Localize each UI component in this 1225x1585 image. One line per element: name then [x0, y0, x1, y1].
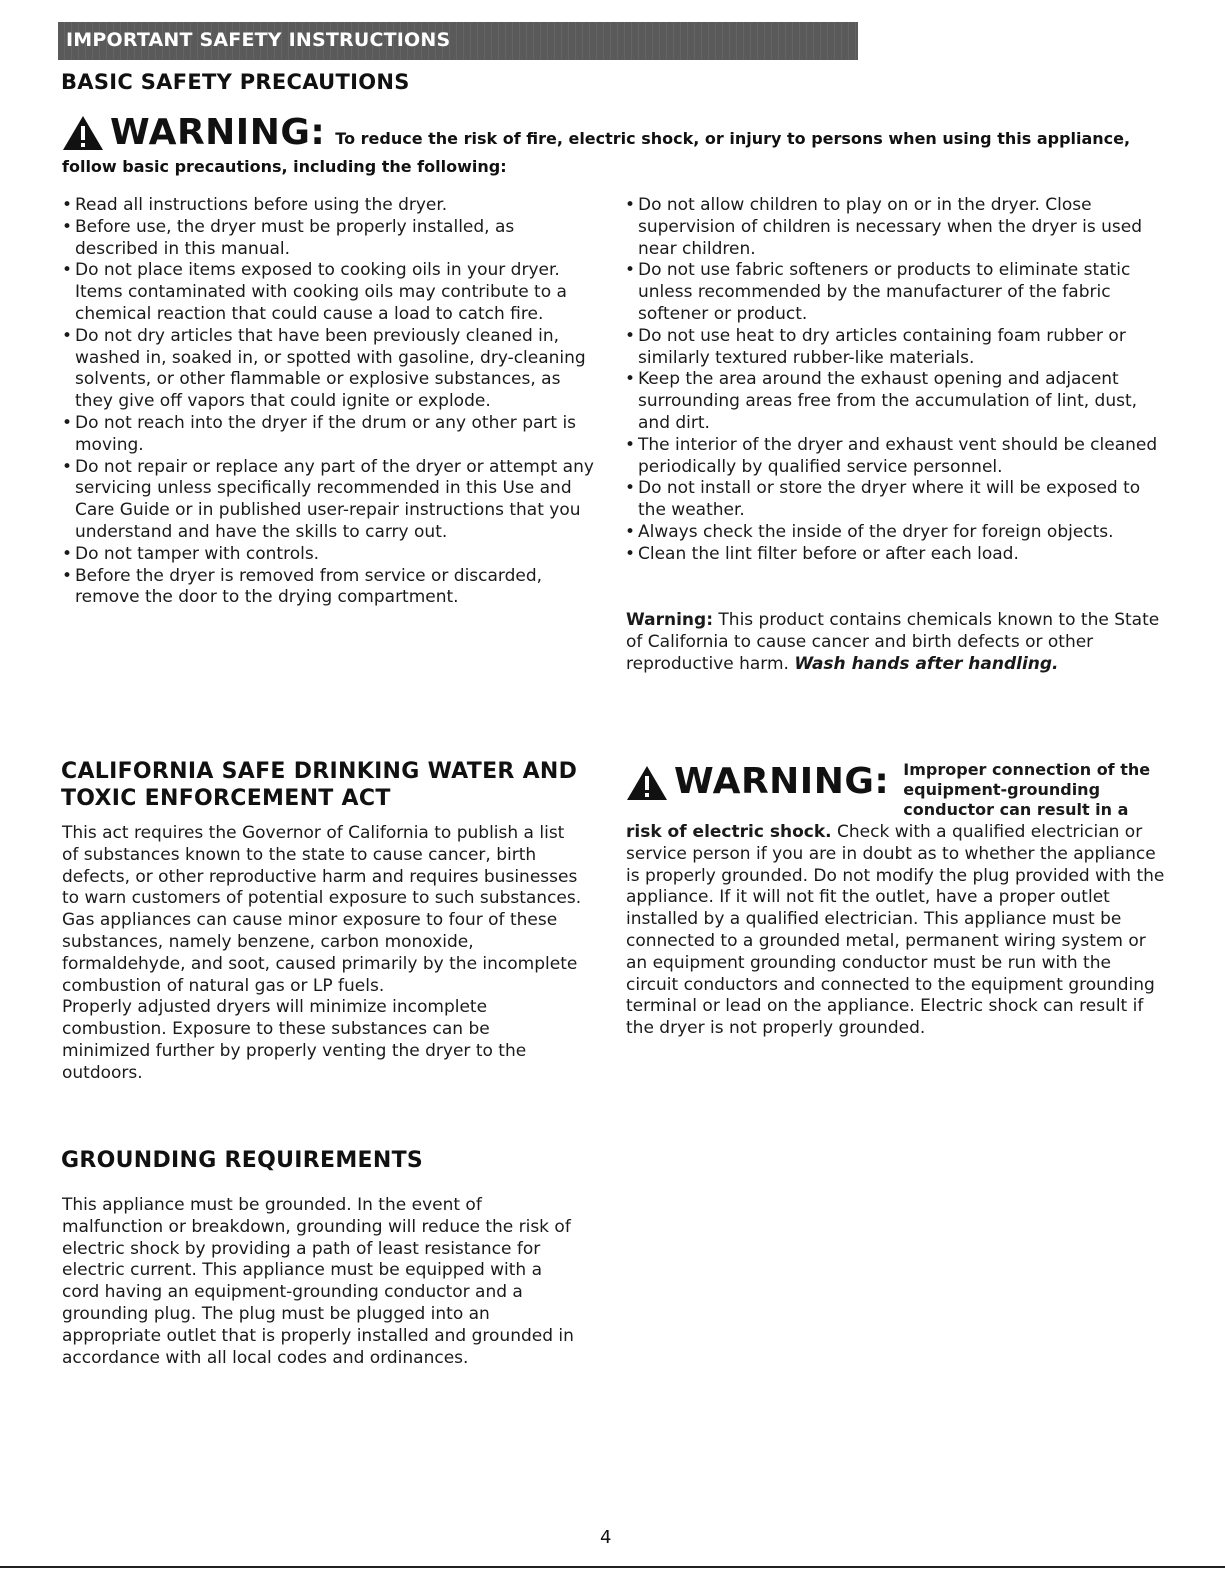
warning-word: WARNING: — [674, 761, 890, 802]
grounding-warning-body — [626, 822, 1166, 1040]
warning-triangle-icon — [626, 765, 668, 801]
page-number: 4 — [600, 1527, 612, 1548]
warning-lead-continued: follow basic precautions, including the following: — [62, 157, 507, 176]
list-item: • Always check the inside of the dryer for foreign objects. — [625, 522, 1170, 544]
grounding-paragraph: This appliance must be grounded. In the event of malfunction or breakdown, grounding will reduce the risk of electric shock by providing a path of least resistance for electric current. This appliance must be equipped with a cord having an equipment-grounding conductor and a grounding plug. The plug must be plugged into an appropriate outlet that is properly installed and grounded in accordance with all local codes and ordinances. — [62, 1195, 574, 1368]
prop65-label: Warning: — [626, 610, 714, 630]
left-precautions-list — [62, 195, 597, 609]
list-item: • Do not repair or replace any part of the dryer or attempt any servicing unless specifically recommended in this Use and Care Guide or in published user-repair instructions that you understand and have the skills to carry out. — [62, 457, 597, 544]
list-item: • Clean the lint filter before or after each load. — [625, 544, 1170, 566]
grounding-heading: GROUNDING REQUIREMENTS — [61, 1148, 424, 1173]
list-item: • Do not use heat to dry articles containing foam rubber or similarly textured rubber-like materials. — [625, 326, 1170, 370]
california-body — [62, 823, 582, 1085]
california-heading-line2: TOXIC ENFORCEMENT ACT — [61, 786, 391, 811]
warning-lead: To reduce the risk of fire, electric shock, or injury to persons when using this appliance, — [335, 129, 1131, 148]
banner-title: IMPORTANT SAFETY INSTRUCTIONS — [66, 29, 451, 51]
list-item: • Do not allow children to play on or in the dryer. Close supervision of children is necessary when the dryer is used near children. — [625, 195, 1170, 260]
california-heading — [61, 758, 577, 812]
list-item: • Do not dry articles that have been previously cleaned in, washed in, soaked in, or spotted with gasoline, dry-cleaning solvents, or other flammable or explosive substances, as they give off vapors that could ignite or explode. — [62, 326, 597, 413]
list-item: • Do not install or store the dryer where it will be exposed to the weather. — [625, 478, 1170, 522]
grounding-warning-lead — [903, 760, 1150, 820]
basic-safety-heading: BASIC SAFETY PRECAUTIONS — [61, 70, 410, 94]
list-item: • Keep the area around the exhaust opening and adjacent surrounding areas free from the accumulation of lint, dust, and dirt. — [625, 369, 1170, 434]
prop65-warning — [626, 610, 1171, 675]
footer-rule — [0, 1566, 1225, 1568]
grounding-warning-text: Check with a qualified electrician or service person if you are in doubt as to whether the appliance is properly grounded. Do not modify the plug provided with the appliance. If it will not fit the outlet, have a proper outlet installed by a qualified electrician. This appliance must be connected to a grounded metal, permanent wiring system or an equipment grounding conductor must be run with the circuit conductors and connected to the equipment grounding terminal or lead on the appliance. Electric shock can result if the dryer is not properly grounded. — [626, 822, 1165, 1039]
warning-word: WARNING: — [110, 112, 326, 153]
california-paragraph-2: Properly adjusted dryers will minimize incomplete combustion. Exposure to these substances can be minimized further by properly venting the dryer to the outdoors. — [62, 997, 527, 1083]
lead-line: Improper connection of the — [903, 760, 1151, 779]
grounding-warning — [626, 760, 1166, 1040]
warning-triangle-icon — [62, 115, 104, 151]
list-item: • Do not tamper with controls. — [62, 544, 597, 566]
list-item: • Do not reach into the dryer if the drum or any other part is moving. — [62, 413, 597, 457]
basic-warning-line — [62, 112, 1131, 153]
section-banner — [58, 22, 858, 60]
lead-line: equipment-grounding — [903, 780, 1101, 799]
right-precautions-list — [625, 195, 1170, 566]
list-item: • The interior of the dryer and exhaust vent should be cleaned periodically by qualified service personnel. — [625, 435, 1170, 479]
list-item: • Do not use fabric softeners or products to eliminate static unless recommended by the manufacturer of the fabric softener or product. — [625, 260, 1170, 325]
list-item: • Read all instructions before using the dryer. — [62, 195, 597, 217]
prop65-text: This product contains chemicals known to the State of California to cause cancer and birth defects or other reproductive harm. — [626, 610, 1160, 674]
list-item: • Do not place items exposed to cooking oils in your dryer. Items contaminated with cooking oils may contribute to a chemical reaction that could cause a load to catch fire. — [62, 260, 597, 325]
grounding-warning-lead-end: risk of electric shock. — [626, 822, 832, 842]
list-item: • Before the dryer is removed from service or discarded, remove the door to the drying compartment. — [62, 566, 597, 610]
lead-line: conductor can result in a — [903, 800, 1129, 819]
prop65-emphasis: Wash hands after handling. — [794, 653, 1059, 674]
list-item: • Before use, the dryer must be properly installed, as described in this manual. — [62, 217, 597, 261]
california-heading-line1: CALIFORNIA SAFE DRINKING WATER AND — [61, 759, 578, 784]
california-paragraph-1: This act requires the Governor of California to publish a list of substances known to the state to cause cancer, birth defects, or other reproductive harm and requires businesses to warn customers of potential exposure to such substances. Gas appliances can cause minor exposure to four of these substances, namely benzene, carbon monoxide, formaldehyde, and soot, caused primarily by the incomplete combustion of natural gas or LP fuels. — [62, 823, 582, 996]
